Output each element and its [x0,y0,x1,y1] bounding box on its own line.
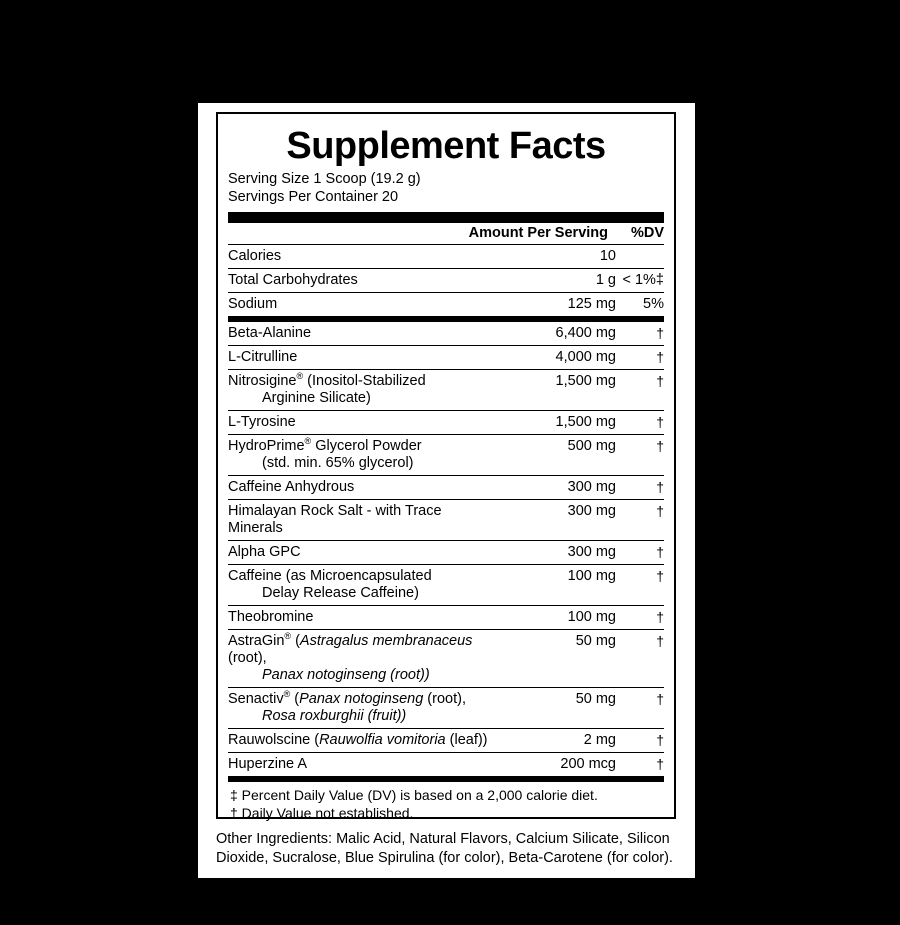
table-row [228,269,664,293]
row-name [228,322,496,346]
table-row [228,435,664,476]
row-dv: † [656,756,664,772]
row-name-line2: Panax notoginseng (root)) [262,667,430,683]
row-dv: 5% [643,296,664,312]
row-dv: < 1%‡ [616,269,664,293]
row-name-line1: L-Tyrosine [228,414,296,430]
row-name: Sodium [228,296,278,312]
table-row [228,411,664,435]
row-dv: † [616,346,664,370]
table-row [228,630,664,688]
row-amount: 125 mg [567,296,616,312]
row-name [228,688,496,729]
row-name: Calories [228,245,496,269]
row-name-line1: Nitrosigine® (Inositol-Stabilized [228,371,426,389]
row-amount: 100 mg [496,606,616,630]
row-name [228,500,496,541]
table-row [228,541,664,565]
ingredients-table [228,322,664,776]
row-amount: 500 mg [496,435,616,476]
row-name-line1: Caffeine Anhydrous [228,479,355,495]
supplement-label-panel [198,70,695,878]
row-amount: 10 [496,245,616,269]
row-dv: † [616,476,664,500]
row-dv: † [616,322,664,346]
row-name: Total Carbohydrates [228,269,496,293]
row-dv: † [616,370,664,411]
row-amount: 6,400 mg [496,322,616,346]
other-ingredients-text: Other Ingredients: Malic Acid, Natural Flavors, Calcium Silicate, Silicon Dioxide, Sucralose, Blue Spirulina (for color), Beta-Carotene (for color). [216,831,673,866]
rule-thick-top [228,212,664,223]
row-dv: † [616,411,664,435]
row-name-line2: Delay Release Caffeine) [262,585,419,601]
row-name-line2: (std. min. 65% glycerol) [262,455,414,471]
table-row [228,293,664,317]
supplement-facts-box [216,112,676,819]
table-row [228,729,664,753]
row-name [228,411,496,435]
row-name [228,630,496,688]
row-dv [616,245,664,269]
row-name-line1: Rauwolscine (Rauwolfia vomitoria (leaf)) [228,732,488,748]
base-nutrients-table [228,245,664,316]
table-row [228,688,664,729]
table-row [228,753,664,777]
table-row [228,370,664,411]
serving-size-line: Serving Size 1 Scoop (19.2 g) [228,171,421,187]
table-row [228,346,664,370]
row-amount: 50 mg [496,630,616,688]
row-amount: 2 mg [496,729,616,753]
row-name [228,435,496,476]
row-amount: 1 g [496,269,616,293]
amount-per-serving-header-row [228,223,664,244]
row-name-line1: Senactiv® (Panax notoginseng (root), [228,689,466,707]
row-dv: † [616,606,664,630]
table-row [228,500,664,541]
row-dv: † [616,565,664,606]
table-row [228,565,664,606]
row-name [228,606,496,630]
row-name-line1: Caffeine (as Microencapsulated [228,568,432,584]
footnote-daily-value: † Daily Value not established. [230,805,414,821]
row-name [228,346,496,370]
servings-per-container-line: Servings Per Container 20 [228,189,399,205]
row-dv: † [616,500,664,541]
row-amount: 100 mg [496,565,616,606]
row-name [228,565,496,606]
row-name-line1: HydroPrime® Glycerol Powder [228,436,422,454]
row-name-line1: L-Citrulline [228,349,298,365]
row-dv: † [616,729,664,753]
row-name [228,729,496,753]
dv-header: %DV [630,225,664,241]
row-amount: 300 mg [496,541,616,565]
footnotes [228,782,664,822]
row-name [228,476,496,500]
row-amount: 300 mg [496,476,616,500]
row-name [228,541,496,565]
table-row [228,606,664,630]
row-dv: † [616,630,664,688]
row-name-line1: Huperzine A [228,756,307,772]
row-amount: 300 mg [496,500,616,541]
table-row [228,322,664,346]
row-amount: 1,500 mg [496,370,616,411]
table-row [228,245,664,269]
supplement-facts-title: Supplement Facts [286,125,606,167]
amount-per-serving-header: Amount Per Serving [468,225,608,241]
table-row [228,476,664,500]
row-name-line1: Himalayan Rock Salt - with Trace Minerals [228,503,442,536]
row-dv: † [616,541,664,565]
row-name-line1: Theobromine [228,609,314,625]
row-name-line1: AstraGin® (Astragalus membranaceus (root), [228,631,473,666]
row-amount: 4,000 mg [496,346,616,370]
row-amount: 50 mg [496,688,616,729]
row-name-line1: Alpha GPC [228,544,301,560]
row-name-line1: Beta-Alanine [228,325,312,341]
row-name-line2: Arginine Silicate) [262,390,371,406]
row-amount: 200 mcg [560,756,616,772]
row-amount: 1,500 mg [496,411,616,435]
footnote-percent-dv: ‡ Percent Daily Value (DV) is based on a 2,000 calorie diet. [230,787,598,803]
row-name-line2: Rosa roxburghii (fruit)) [262,708,407,724]
row-dv: † [616,435,664,476]
row-name [228,370,496,411]
label-top-black-band [198,70,695,103]
row-dv: † [616,688,664,729]
row-name [228,753,496,777]
